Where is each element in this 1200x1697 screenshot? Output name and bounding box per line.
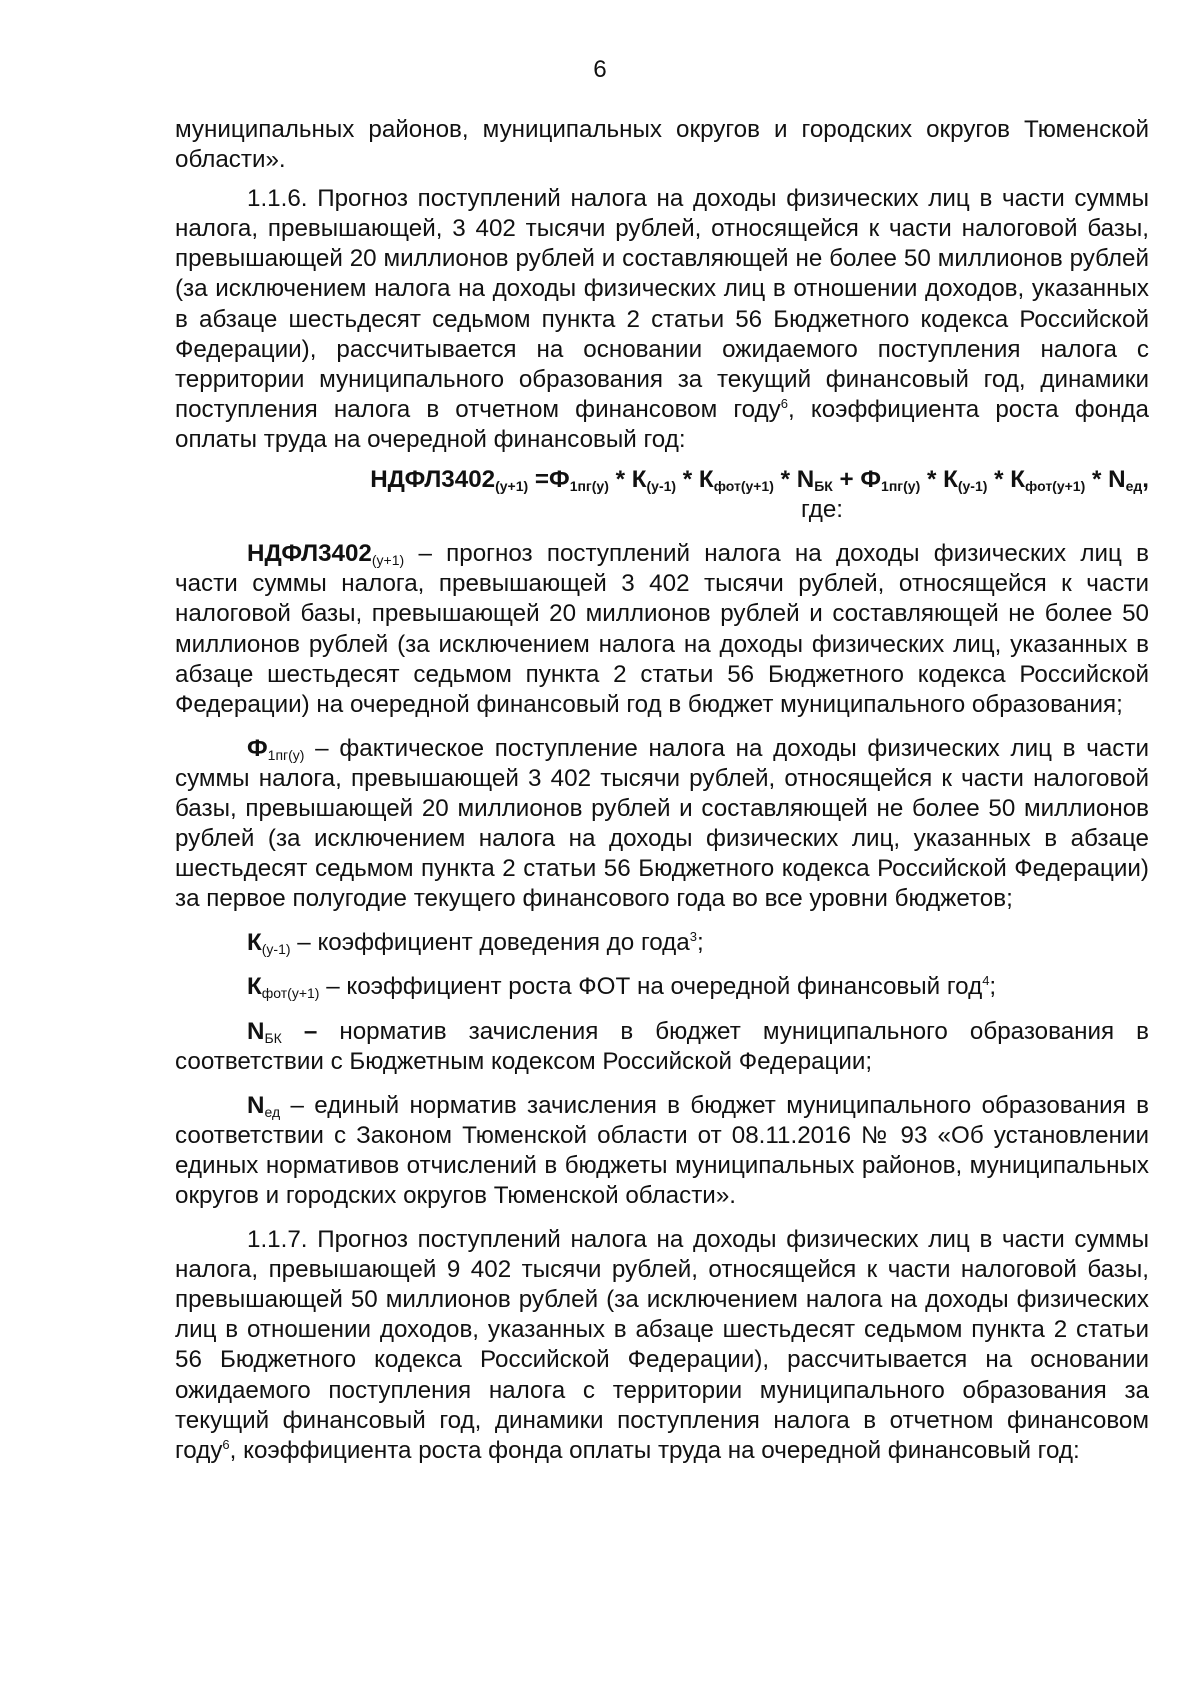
page-number: 6 <box>593 56 607 83</box>
definition-f1pg: $Ф_{1пг(у)}$ – фактическое поступление налога на доходы физических лиц в части суммы налога, превышающей 3 402 тысячи рублей, относящейся к части налоговой базы, превышающей 20 миллионов рублей и составляющей не более 50 миллионов рублей (за исключением налога на доходы физических лиц, указанных в абзаце шестьдесят седьмом пункта 2 статьи 56 Бюджетного кодекса Российской Федерации) за первое полугодие текущего финансового года во все уровни бюджетов; <box>175 734 1149 913</box>
formula-ndfl3402: $НДФЛ3402_{(у+1)} =Ф_{1пг(у)} * К_{(у-1)} * К_{фот(у+1)} * N_{БК} + Ф_{1пг(у)} * К_{(у-1)} * К_{фот(у+1)} * N_{ед}$, <box>370 466 1149 495</box>
definition-k: $К_{(у-1)}$ – коэффициент доведения до года$^3$; <box>247 929 704 958</box>
footnote-reference: 6 <box>222 1436 230 1452</box>
definition-ndfl3402: $НДФЛ3402_{(у+1)}$ – прогноз поступлений налога на доходы физических лиц в части суммы налога, превышающей 3 402 тысячи рублей, относящейся к части налоговой базы, превышающей 20 миллионов рублей и составляющей не более 50 миллионов рублей (за исключением налога на доходы физических лиц, указанных в абзаце шестьдесят седьмом пункта 2 статьи 56 Бюджетного кодекса Российской Федерации) на очередной финансовый год в бюджет муниципального образования; <box>175 540 1149 718</box>
section-1-1-7-paragraph <box>175 1225 1149 1466</box>
formula-where: где: <box>800 496 844 524</box>
section-text-end: , коэффициента роста фонда оплаты труда на очередной финансовый год: <box>229 1436 1080 1464</box>
continuation-paragraph: муниципальных районов, муниципальных округов и городских округов Тюменской области». <box>175 116 1149 174</box>
definition-nbk: $N_{БК}$ – норматив зачисления в бюджет муниципального образования в соответствии с Бюджетным кодексом Российской Федерации; <box>175 1017 1149 1075</box>
section-text: 1.1.7. Прогноз поступлений налога на доходы физических лиц в части суммы налога, превышающей 9 402 тысячи рублей, относящейся к части налоговой базы, превышающей 50 миллионов рублей (за исключением налога на доходы физических лиц в отношении доходов, указанных в абзаце шестьдесят седьмом пункта 2 статьи 56 Бюджетного кодекса Российской Федерации), рассчитывается на основании ожидаемого поступления налога с территории муниципального образования за текущий финансовый год, динамики поступления налога в отчетном финансовом году <box>175 1226 1149 1464</box>
definition-kfot: $К_{фот(у+1)}$ – коэффициент роста ФОТ на очередной финансовый год$^4$; <box>247 973 997 1002</box>
footnote-reference: 6 <box>780 395 788 411</box>
document-body <box>175 115 1149 1466</box>
section-text-end: , коэффициента роста фонда оплаты труда на очередной финансовый год: <box>175 395 1149 453</box>
definition-ned: $N_{ед}$ – единый норматив зачисления в бюджет муниципального образования в соответствии с Законом Тюменской области от 08.11.2016 № 93 «Об установлении единых нормативов отчислений в бюджеты муниципальных районов, муниципальных округов и городских округов Тюменской области». <box>175 1091 1149 1209</box>
section-1-1-6-paragraph <box>175 184 1149 455</box>
footnote-reference: 4 <box>982 973 990 989</box>
section-text: 1.1.6. Прогноз поступлений налога на доходы физических лиц в части суммы налога, превышающей, 3 402 тысячи рублей, относящейся к части налоговой базы, превышающей 20 миллионов рублей и составляющей не более 50 миллионов рублей (за исключением налога на доходы физических лиц в отношении доходов, указанных в абзаце шестьдесят седьмом пункта 2 статьи 56 Бюджетного кодекса Российской Федерации), рассчитывается на основании ожидаемого поступления налога с территории муниципального образования за текущий финансовый год, динамики поступления налога в отчетном финансовом году <box>175 185 1149 423</box>
footnote-reference: 3 <box>689 929 697 945</box>
